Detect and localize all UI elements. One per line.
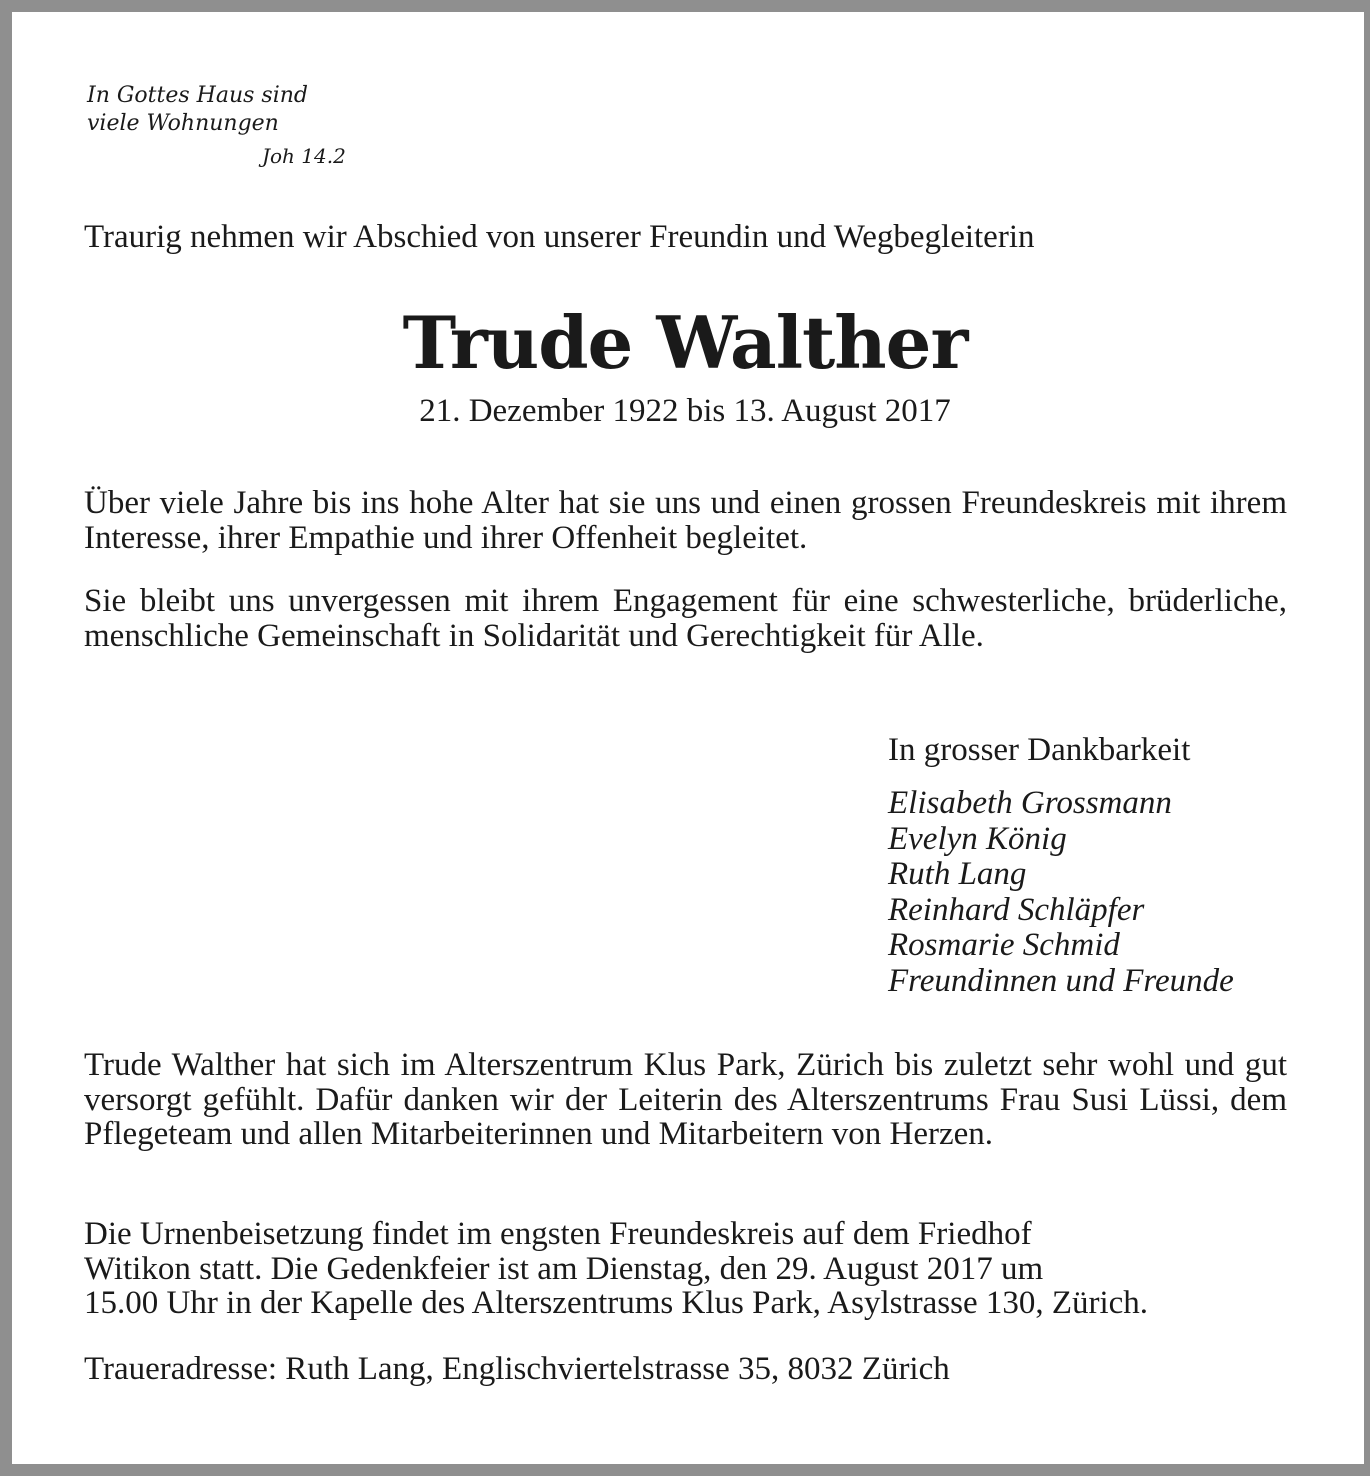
mourning-address: Traueradresse: Ruth Lang, Englischviertelstrasse 35, 8032 Zürich [84, 1351, 950, 1387]
deceased-name: Trude Walther [402, 300, 968, 385]
signatory-name: Freundinnen und Freunde [888, 962, 1234, 999]
service-line: Die Urnenbeisetzung findet im engsten Freundeskreis auf dem Friedhof [84, 1216, 1032, 1252]
signatory-list [888, 786, 1234, 999]
tribute-paragraph: Sie bleibt uns unvergessen mit ihrem Engagement für eine schwesterliche, brüderliche, menschliche Gemeinschaft in Solidarität und Gerechtigkeit für Alle. [84, 583, 1287, 654]
verse-line: viele Wohnungen [87, 111, 279, 136]
tribute-paragraph: Über viele Jahre bis ins hohe Alter hat sie uns und einen grossen Freundeskreis mit ihrem Interesse, ihrer Empathie und ihrer Offenheit begleitet. [84, 485, 1287, 556]
service-line: Witikon statt. Die Gedenkfeier ist am Dienstag, den 29. August 2017 um [84, 1250, 1044, 1287]
bible-verse [87, 82, 308, 138]
thanks-line: In grosser Dankbarkeit [888, 732, 1191, 768]
signatory-name: Evelyn König [888, 820, 1067, 857]
service-line: 15.00 Uhr in der Kapelle des Alterszentrums Klus Park, Asylstrasse 130, Zürich. [84, 1285, 1149, 1321]
verse-line: In Gottes Haus sind [87, 83, 308, 108]
obituary-notice [12, 12, 1364, 1464]
verse-reference: Joh 14.2 [262, 144, 346, 168]
care-note-paragraph: Trude Walther hat sich im Alterszentrum Klus Park, Zürich bis zuletzt sehr wohl und gut versorgt gefühlt. Dafür danken wir der Leiterin des Alterszentrums Frau Susi Lüssi, dem Pflegeteam und allen Mitarbeiterinnen und Mitarbeitern von Herzen. [84, 1047, 1287, 1152]
service-paragraph [84, 1217, 1287, 1321]
intro-text: Traurig nehmen wir Abschied von unserer Freundin und Wegbegleiterin [84, 219, 1035, 255]
signatory-name: Elisabeth Grossmann [888, 785, 1172, 821]
signatory-name: Reinhard Schläpfer [888, 891, 1145, 928]
signatory-name: Ruth Lang [888, 856, 1027, 892]
signatory-name: Rosmarie Schmid [888, 927, 1120, 963]
life-dates: 21. Dezember 1922 bis 13. August 2017 [419, 393, 951, 429]
